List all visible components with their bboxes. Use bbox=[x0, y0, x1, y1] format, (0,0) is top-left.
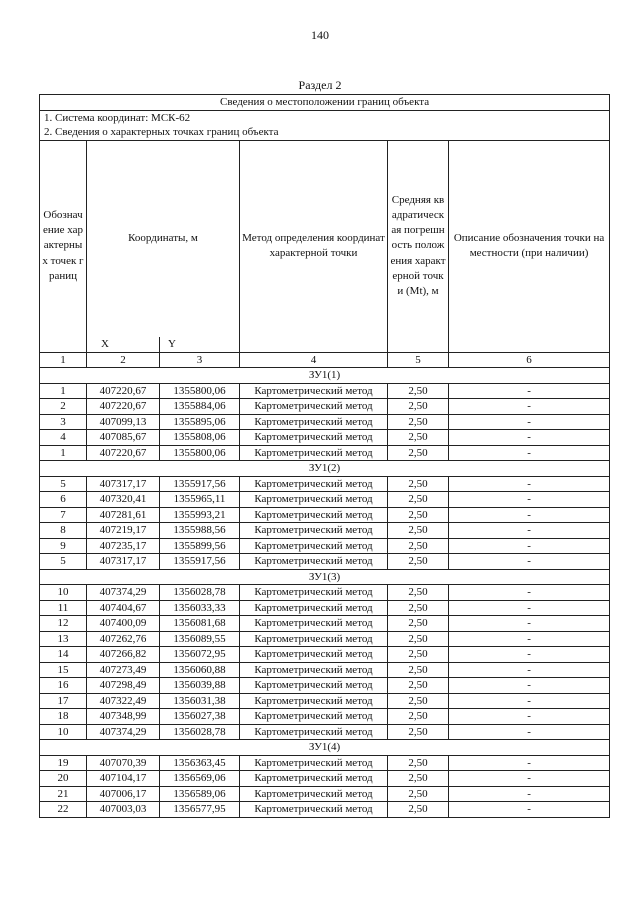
x-coordinate-cell: 407219,17 bbox=[87, 523, 160, 539]
x-coordinate-cell: 407003,03 bbox=[87, 802, 160, 818]
method-cell: Картометрический метод bbox=[240, 554, 388, 570]
x-coordinate-cell: 407070,39 bbox=[87, 755, 160, 771]
method-cell: Картометрический метод bbox=[240, 399, 388, 415]
method-cell: Картометрический метод bbox=[240, 662, 388, 678]
column-number: 1 bbox=[40, 352, 87, 368]
description-cell: - bbox=[449, 538, 610, 554]
description-cell: - bbox=[449, 399, 610, 415]
point-number-cell: 16 bbox=[40, 678, 87, 694]
description-cell: - bbox=[449, 647, 610, 663]
description-cell: - bbox=[449, 631, 610, 647]
method-cell: Картометрический метод bbox=[240, 430, 388, 446]
group-row bbox=[40, 569, 610, 585]
accuracy-cell: 2,50 bbox=[388, 585, 449, 601]
table-row bbox=[40, 693, 610, 709]
point-number-cell: 11 bbox=[40, 600, 87, 616]
y-coordinate-cell: 1356081,68 bbox=[160, 616, 240, 632]
description-cell: - bbox=[449, 523, 610, 539]
x-coordinate-cell: 407104,17 bbox=[87, 771, 160, 787]
point-number-cell: 18 bbox=[40, 709, 87, 725]
table-row bbox=[40, 802, 610, 818]
y-coordinate-cell: 1356072,95 bbox=[160, 647, 240, 663]
table-row bbox=[40, 523, 610, 539]
accuracy-cell: 2,50 bbox=[388, 755, 449, 771]
point-number-cell: 13 bbox=[40, 631, 87, 647]
accuracy-cell: 2,50 bbox=[388, 414, 449, 430]
accuracy-cell: 2,50 bbox=[388, 771, 449, 787]
method-cell: Картометрический метод bbox=[240, 585, 388, 601]
table-row bbox=[40, 399, 610, 415]
description-cell: - bbox=[449, 430, 610, 446]
point-number-cell: 12 bbox=[40, 616, 87, 632]
column-number: 3 bbox=[160, 352, 240, 368]
x-coordinate-cell: 407262,76 bbox=[87, 631, 160, 647]
description-cell: - bbox=[449, 662, 610, 678]
info-row bbox=[40, 110, 610, 125]
x-coordinate-cell: 407317,17 bbox=[87, 476, 160, 492]
group-row bbox=[40, 368, 610, 384]
y-coordinate-cell: 1355895,06 bbox=[160, 414, 240, 430]
table-row bbox=[40, 755, 610, 771]
accuracy-cell: 2,50 bbox=[388, 616, 449, 632]
point-number-cell: 17 bbox=[40, 693, 87, 709]
table-row bbox=[40, 554, 610, 570]
points-info-line: 2. Сведения о характерных точках границ объекта bbox=[40, 125, 610, 140]
method-cell: Картометрический метод bbox=[240, 538, 388, 554]
group-name: ЗУ1(2) bbox=[40, 461, 610, 477]
method-cell: Картометрический метод bbox=[240, 678, 388, 694]
group-row bbox=[40, 740, 610, 756]
accuracy-cell: 2,50 bbox=[388, 678, 449, 694]
coordinate-system-line: 1. Система координат: МСК-62 bbox=[40, 110, 610, 125]
group-name: ЗУ1(3) bbox=[40, 569, 610, 585]
y-coordinate-cell: 1355917,56 bbox=[160, 476, 240, 492]
point-number-cell: 7 bbox=[40, 507, 87, 523]
header-x: X bbox=[87, 337, 160, 353]
description-cell: - bbox=[449, 476, 610, 492]
table-row bbox=[40, 662, 610, 678]
table-row bbox=[40, 631, 610, 647]
description-cell: - bbox=[449, 802, 610, 818]
table-row bbox=[40, 724, 610, 740]
column-number: 4 bbox=[240, 352, 388, 368]
description-cell: - bbox=[449, 755, 610, 771]
method-cell: Картометрический метод bbox=[240, 802, 388, 818]
y-coordinate-cell: 1356028,78 bbox=[160, 724, 240, 740]
accuracy-cell: 2,50 bbox=[388, 647, 449, 663]
table-row bbox=[40, 709, 610, 725]
x-coordinate-cell: 407298,49 bbox=[87, 678, 160, 694]
method-cell: Картометрический метод bbox=[240, 414, 388, 430]
point-number-cell: 10 bbox=[40, 724, 87, 740]
x-coordinate-cell: 407235,17 bbox=[87, 538, 160, 554]
y-coordinate-cell: 1356089,55 bbox=[160, 631, 240, 647]
method-cell: Картометрический метод bbox=[240, 507, 388, 523]
y-coordinate-cell: 1355800,06 bbox=[160, 383, 240, 399]
description-cell: - bbox=[449, 445, 610, 461]
accuracy-cell: 2,50 bbox=[388, 802, 449, 818]
x-coordinate-cell: 407322,49 bbox=[87, 693, 160, 709]
point-number-cell: 1 bbox=[40, 383, 87, 399]
accuracy-cell: 2,50 bbox=[388, 492, 449, 508]
x-coordinate-cell: 407220,67 bbox=[87, 445, 160, 461]
description-cell: - bbox=[449, 414, 610, 430]
point-number-cell: 2 bbox=[40, 399, 87, 415]
x-coordinate-cell: 407099,13 bbox=[87, 414, 160, 430]
description-cell: - bbox=[449, 693, 610, 709]
x-coordinate-cell: 407404,67 bbox=[87, 600, 160, 616]
page-number: 140 bbox=[311, 28, 329, 42]
accuracy-cell: 2,50 bbox=[388, 662, 449, 678]
point-number-cell: 6 bbox=[40, 492, 87, 508]
info-row bbox=[40, 125, 610, 140]
point-number-cell: 10 bbox=[40, 585, 87, 601]
accuracy-cell: 2,50 bbox=[388, 554, 449, 570]
column-number: 6 bbox=[449, 352, 610, 368]
table-row bbox=[40, 771, 610, 787]
y-coordinate-cell: 1356027,38 bbox=[160, 709, 240, 725]
point-number-cell: 5 bbox=[40, 476, 87, 492]
column-number-row bbox=[40, 352, 610, 368]
table-row bbox=[40, 476, 610, 492]
x-coordinate-cell: 407273,49 bbox=[87, 662, 160, 678]
table-row bbox=[40, 585, 610, 601]
table-row bbox=[40, 786, 610, 802]
accuracy-cell: 2,50 bbox=[388, 399, 449, 415]
method-cell: Картометрический метод bbox=[240, 631, 388, 647]
method-cell: Картометрический метод bbox=[240, 445, 388, 461]
x-coordinate-cell: 407266,82 bbox=[87, 647, 160, 663]
section-title: Раздел 2 bbox=[298, 78, 342, 92]
method-cell: Картометрический метод bbox=[240, 647, 388, 663]
point-number-cell: 22 bbox=[40, 802, 87, 818]
accuracy-cell: 2,50 bbox=[388, 430, 449, 446]
table-row bbox=[40, 507, 610, 523]
accuracy-cell: 2,50 bbox=[388, 709, 449, 725]
method-cell: Картометрический метод bbox=[240, 492, 388, 508]
header-accuracy: Средняя квадратическая погрешность положения характерной точки (Mt), м bbox=[388, 140, 449, 352]
method-cell: Картометрический метод bbox=[240, 709, 388, 725]
accuracy-cell: 2,50 bbox=[388, 476, 449, 492]
x-coordinate-cell: 407317,17 bbox=[87, 554, 160, 570]
method-cell: Картометрический метод bbox=[240, 786, 388, 802]
description-cell: - bbox=[449, 709, 610, 725]
x-coordinate-cell: 407220,67 bbox=[87, 399, 160, 415]
point-number-cell: 15 bbox=[40, 662, 87, 678]
y-coordinate-cell: 1355917,56 bbox=[160, 554, 240, 570]
table-row bbox=[40, 678, 610, 694]
x-coordinate-cell: 407374,29 bbox=[87, 724, 160, 740]
table-row bbox=[40, 647, 610, 663]
y-coordinate-cell: 1356363,45 bbox=[160, 755, 240, 771]
accuracy-cell: 2,50 bbox=[388, 538, 449, 554]
description-cell: - bbox=[449, 786, 610, 802]
header-description: Описание обозначения точки на местности (при наличии) bbox=[449, 140, 610, 352]
method-cell: Картометрический метод bbox=[240, 476, 388, 492]
x-coordinate-cell: 407006,17 bbox=[87, 786, 160, 802]
method-cell: Картометрический метод bbox=[240, 693, 388, 709]
y-coordinate-cell: 1356060,88 bbox=[160, 662, 240, 678]
method-cell: Картометрический метод bbox=[240, 616, 388, 632]
y-coordinate-cell: 1356028,78 bbox=[160, 585, 240, 601]
description-cell: - bbox=[449, 507, 610, 523]
point-number-cell: 21 bbox=[40, 786, 87, 802]
x-coordinate-cell: 407400,09 bbox=[87, 616, 160, 632]
x-coordinate-cell: 407374,29 bbox=[87, 585, 160, 601]
point-number-cell: 9 bbox=[40, 538, 87, 554]
method-cell: Картометрический метод bbox=[240, 523, 388, 539]
point-number-cell: 3 bbox=[40, 414, 87, 430]
y-coordinate-cell: 1356033,33 bbox=[160, 600, 240, 616]
y-coordinate-cell: 1355899,56 bbox=[160, 538, 240, 554]
header-method: Метод определения координат характерной точки bbox=[240, 140, 388, 352]
accuracy-cell: 2,50 bbox=[388, 507, 449, 523]
method-cell: Картометрический метод bbox=[240, 755, 388, 771]
header-point-designation: Обозначение характерных точек границ bbox=[40, 140, 87, 352]
y-coordinate-cell: 1355808,06 bbox=[160, 430, 240, 446]
method-cell: Картометрический метод bbox=[240, 383, 388, 399]
description-cell: - bbox=[449, 600, 610, 616]
y-coordinate-cell: 1355993,21 bbox=[160, 507, 240, 523]
accuracy-cell: 2,50 bbox=[388, 523, 449, 539]
x-coordinate-cell: 407281,61 bbox=[87, 507, 160, 523]
y-coordinate-cell: 1355800,06 bbox=[160, 445, 240, 461]
point-number-cell: 8 bbox=[40, 523, 87, 539]
column-number: 5 bbox=[388, 352, 449, 368]
boundary-points-table bbox=[39, 94, 610, 818]
point-number-cell: 5 bbox=[40, 554, 87, 570]
table-row bbox=[40, 383, 610, 399]
y-coordinate-cell: 1356589,06 bbox=[160, 786, 240, 802]
description-cell: - bbox=[449, 771, 610, 787]
accuracy-cell: 2,50 bbox=[388, 383, 449, 399]
description-cell: - bbox=[449, 616, 610, 632]
y-coordinate-cell: 1356577,95 bbox=[160, 802, 240, 818]
table-title: Сведения о местоположении границ объекта bbox=[40, 95, 610, 111]
method-cell: Картометрический метод bbox=[240, 771, 388, 787]
y-coordinate-cell: 1355988,56 bbox=[160, 523, 240, 539]
table-title-row bbox=[40, 95, 610, 111]
table-row bbox=[40, 430, 610, 446]
group-name: ЗУ1(4) bbox=[40, 740, 610, 756]
accuracy-cell: 2,50 bbox=[388, 693, 449, 709]
description-cell: - bbox=[449, 678, 610, 694]
point-number-cell: 19 bbox=[40, 755, 87, 771]
x-coordinate-cell: 407085,67 bbox=[87, 430, 160, 446]
table-row bbox=[40, 600, 610, 616]
y-coordinate-cell: 1355884,06 bbox=[160, 399, 240, 415]
table-row bbox=[40, 538, 610, 554]
header-y: Y bbox=[160, 337, 240, 353]
y-coordinate-cell: 1355965,11 bbox=[160, 492, 240, 508]
description-cell: - bbox=[449, 492, 610, 508]
column-number: 2 bbox=[87, 352, 160, 368]
table-row bbox=[40, 616, 610, 632]
table-row bbox=[40, 445, 610, 461]
point-number-cell: 4 bbox=[40, 430, 87, 446]
description-cell: - bbox=[449, 554, 610, 570]
accuracy-cell: 2,50 bbox=[388, 445, 449, 461]
accuracy-cell: 2,50 bbox=[388, 786, 449, 802]
table-row bbox=[40, 414, 610, 430]
point-number-cell: 14 bbox=[40, 647, 87, 663]
y-coordinate-cell: 1356569,06 bbox=[160, 771, 240, 787]
y-coordinate-cell: 1356031,38 bbox=[160, 693, 240, 709]
accuracy-cell: 2,50 bbox=[388, 724, 449, 740]
header-coordinates: Координаты, м bbox=[87, 140, 240, 337]
point-number-cell: 1 bbox=[40, 445, 87, 461]
description-cell: - bbox=[449, 585, 610, 601]
method-cell: Картометрический метод bbox=[240, 600, 388, 616]
group-row bbox=[40, 461, 610, 477]
x-coordinate-cell: 407348,99 bbox=[87, 709, 160, 725]
point-number-cell: 20 bbox=[40, 771, 87, 787]
x-coordinate-cell: 407320,41 bbox=[87, 492, 160, 508]
description-cell: - bbox=[449, 383, 610, 399]
method-cell: Картометрический метод bbox=[240, 724, 388, 740]
table-row bbox=[40, 492, 610, 508]
group-name: ЗУ1(1) bbox=[40, 368, 610, 384]
y-coordinate-cell: 1356039,88 bbox=[160, 678, 240, 694]
header-row bbox=[40, 140, 610, 337]
accuracy-cell: 2,50 bbox=[388, 600, 449, 616]
accuracy-cell: 2,50 bbox=[388, 631, 449, 647]
x-coordinate-cell: 407220,67 bbox=[87, 383, 160, 399]
description-cell: - bbox=[449, 724, 610, 740]
